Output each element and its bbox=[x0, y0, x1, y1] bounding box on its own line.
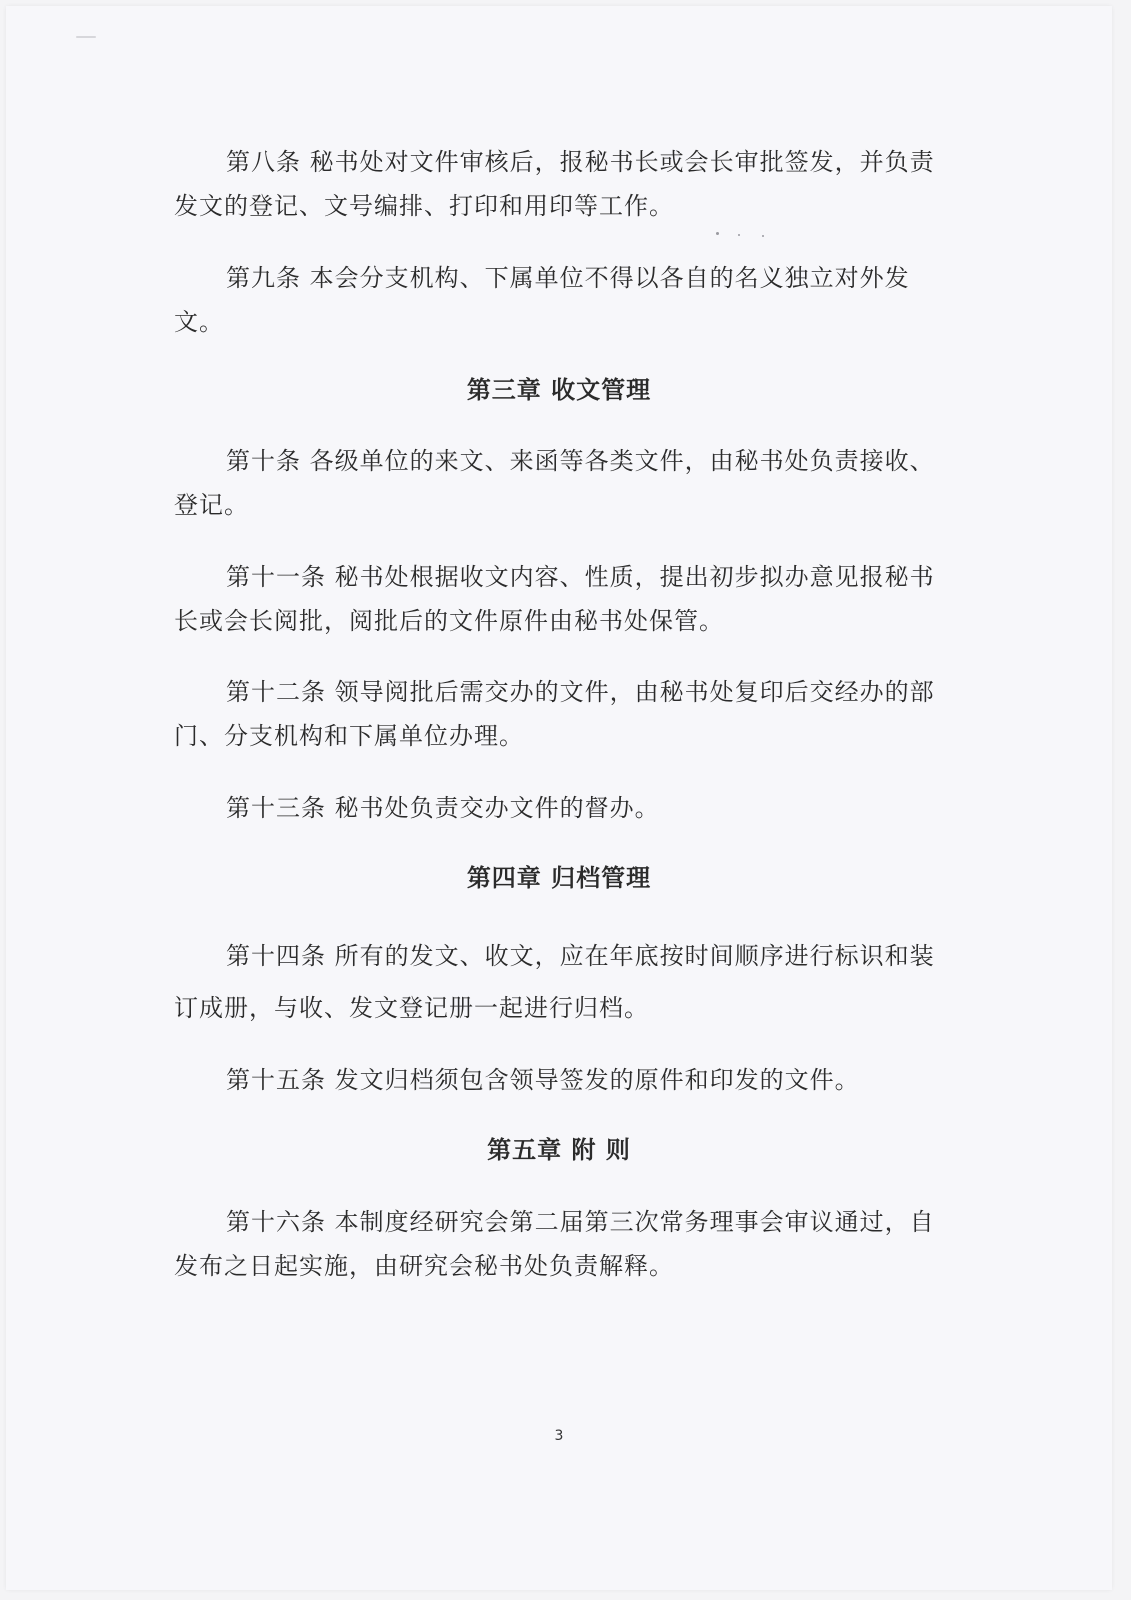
article-15: 第十五条 发文归档须包含领导签发的原件和印发的文件。 bbox=[226, 1066, 860, 1094]
article-9: 第九条 本会分支机构、下属单位不得以各自的名义独立对外发文。 bbox=[174, 264, 910, 336]
article-11: 第十一条 秘书处根据收文内容、性质，提出初步拟办意见报秘书长或会长阅批，阅批后的文件原件由秘书处保管。 bbox=[174, 563, 935, 635]
scan-speck bbox=[76, 36, 96, 38]
article-8: 第八条 秘书处对文件审核后，报秘书长或会长审批签发，并负责发文的登记、文号编排、打印和用印等工作。 bbox=[174, 148, 935, 220]
chapter-4-heading: 第四章 归档管理 bbox=[466, 864, 652, 892]
article-13: 第十三条 秘书处负责交办文件的督办。 bbox=[226, 794, 660, 822]
scan-speck bbox=[762, 235, 764, 237]
chapter-5-heading: 第五章 附 则 bbox=[487, 1136, 631, 1164]
article-10: 第十条 各级单位的来文、来函等各类文件，由秘书处负责接收、登记。 bbox=[174, 447, 935, 519]
article-16: 第十六条 本制度经研究会第二届第三次常务理事会审议通过，自发布之日起实施，由研究会秘书处负责解释。 bbox=[174, 1208, 935, 1280]
article-12: 第十二条 领导阅批后需交办的文件，由秘书处复印后交经办的部门、分支机构和下属单位办理。 bbox=[174, 678, 935, 750]
scan-speck bbox=[716, 232, 719, 235]
page-number: 3 bbox=[554, 1428, 564, 1444]
article-14: 第十四条 所有的发文、收文，应在年底按时间顺序进行标识和装订成册，与收、发文登记册一起进行归档。 bbox=[174, 942, 935, 1022]
chapter-3-heading: 第三章 收文管理 bbox=[466, 376, 652, 404]
document-page bbox=[6, 6, 1112, 1590]
scan-speck bbox=[738, 234, 740, 236]
